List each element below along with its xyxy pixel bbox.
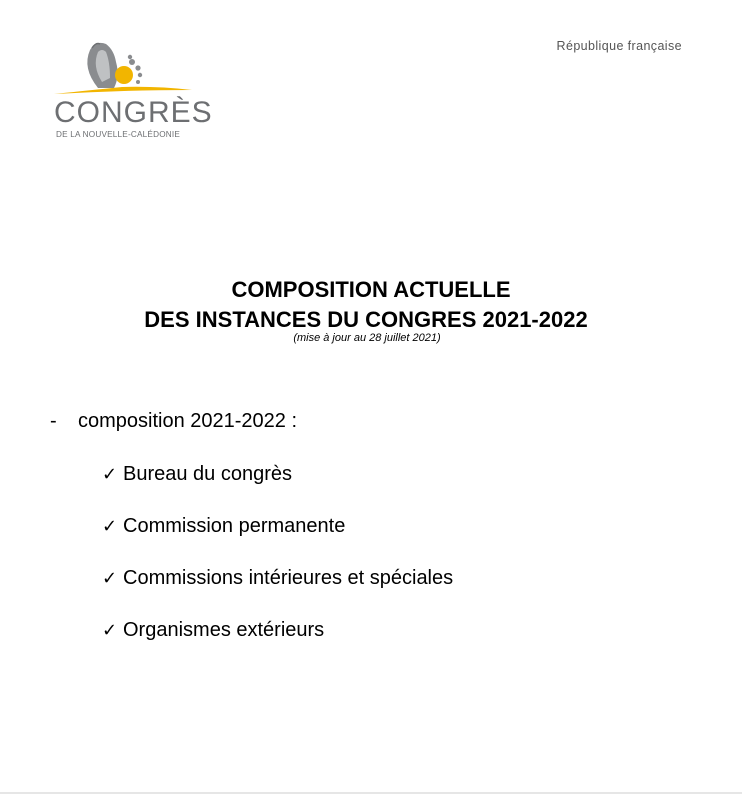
checkmark-icon: ✓ [102,516,118,537]
list-item-label[interactable]: Bureau du congrès [123,463,293,485]
section-label: composition 2021-2022 : [78,410,298,432]
update-note: (mise à jour au 28 juillet 2021) [293,332,441,344]
checkmark-icon: ✓ [102,464,118,485]
instances-list [102,461,453,669]
list-item[interactable] [102,565,453,617]
checkmark-icon: ✓ [102,568,118,589]
list-item[interactable] [102,617,453,669]
list-item-label[interactable]: Commissions intérieures et spéciales [123,567,454,589]
dash-bullet: - [50,410,57,432]
shell-logo-icon [52,38,202,100]
list-item-label[interactable]: Commission permanente [123,515,346,537]
section-heading [50,410,297,433]
list-item-label[interactable]: Organismes extérieurs [123,619,325,641]
logo-subtitle: DE LA NOUVELLE-CALÉDONIE [56,130,181,139]
document-title-line1: COMPOSITION ACTUELLE [231,277,511,302]
list-item[interactable] [102,513,453,565]
checkmark-icon: ✓ [102,620,118,641]
list-item[interactable] [102,461,453,513]
congres-logo[interactable] [52,38,213,142]
republic-label: République française [556,39,682,53]
document-title-line2: DES INSTANCES DU CONGRES 2021-2022 [144,307,588,332]
logo-name: CONGRÈS [54,96,213,129]
